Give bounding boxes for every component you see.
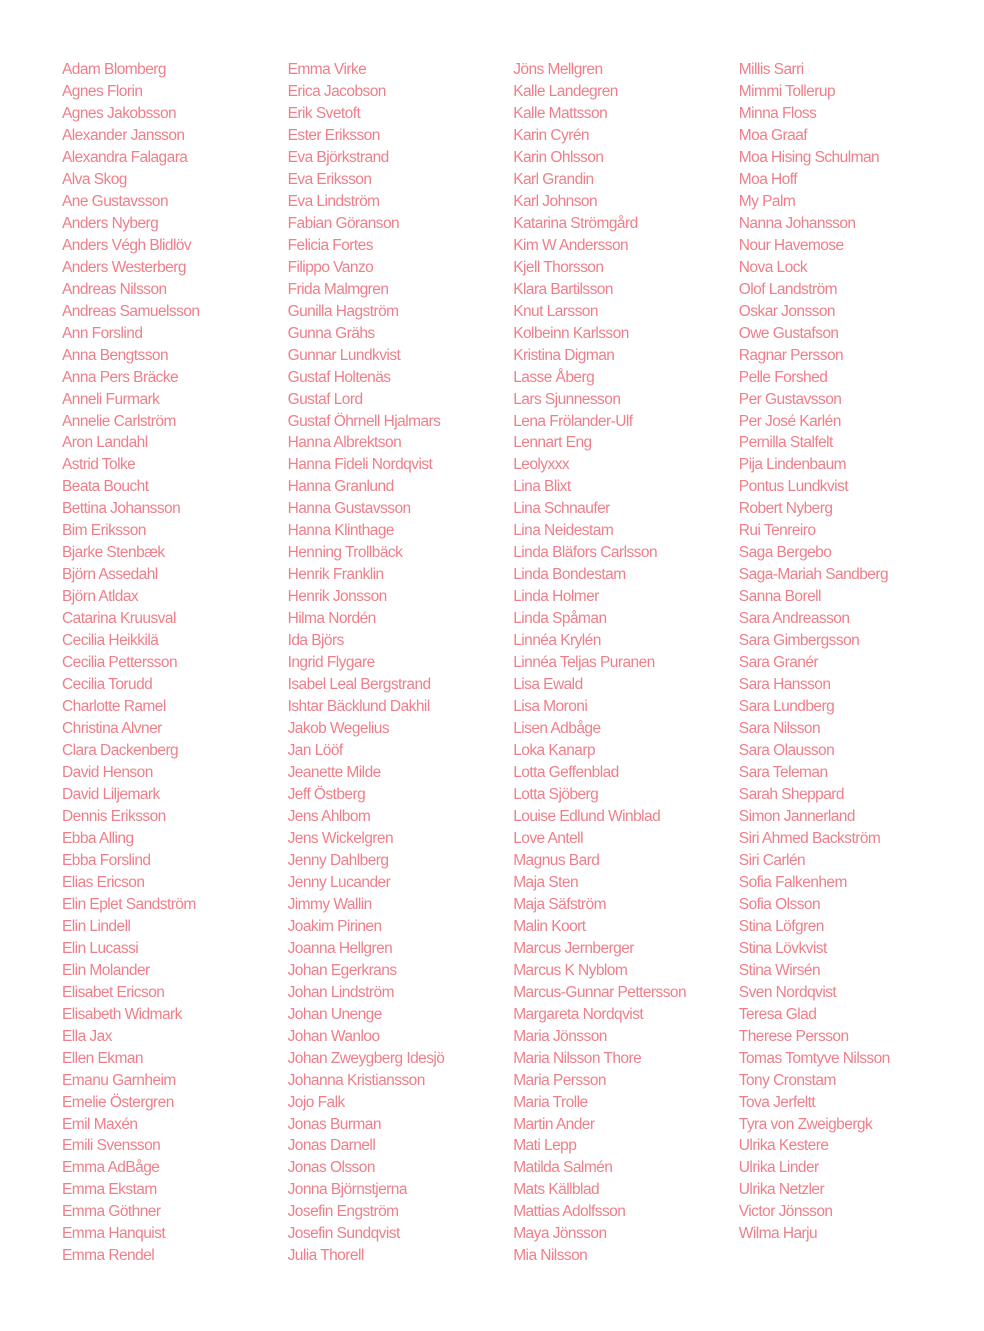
name-item: Klara Bartilsson [513,280,613,298]
name-item: Charlotte Ramel [62,698,166,716]
name-item: Lisa Ewald [513,676,583,694]
name-item: Gustaf Holtenäs [287,368,391,386]
name-item: Teresa Glad [738,1005,817,1023]
name-item: Catarina Kruusval [62,610,176,628]
name-item: Sven Nordqvist [738,983,837,1001]
name-item: Love Antell [513,829,583,847]
name-item: Karl Johnson [513,192,598,210]
name-item: Martin Ander [513,1115,595,1133]
name-item: Sara Andreasson [738,610,850,628]
name-item: Leolyxxx [513,456,570,474]
name-item: Pelle Forshed [738,368,828,386]
name-item: Erik Svetoft [287,104,361,122]
name-item: Gunna Grähs [287,324,375,342]
name-item: Emil Maxén [62,1115,138,1133]
name-item: Nour Havemose [738,236,844,254]
name-item: Maria Jönsson [513,1027,607,1045]
name-item: Kolbeinn Karlsson [513,324,629,342]
name-item: Matilda Salmén [513,1159,613,1177]
name-item: Elisabet Ericson [62,983,165,1001]
name-item: Lina Blixt [513,478,571,496]
name-item: Jimmy Wallin [287,895,372,913]
name-item: Astrid Tolke [62,456,136,474]
name-item: Alva Skog [62,170,127,188]
name-item: Ulrika Netzler [738,1181,825,1199]
name-item: Tomas Tomtyve Nilsson [738,1049,890,1067]
name-item: Josefin Engström [287,1203,399,1221]
name-item: Björn Assedahl [62,566,158,584]
name-item: Emanu Garnheim [62,1071,176,1089]
name-item: Maria Persson [513,1071,606,1089]
name-item: Margareta Nordqvist [513,1005,644,1023]
name-item: Ragnar Persson [738,346,844,364]
name-item: Simon Jannerland [738,807,855,825]
name-item: Annelie Carlström [62,412,176,430]
name-item: Karl Grandin [513,170,594,188]
name-item: Per José Karlén [738,412,841,430]
name-item: Linnéa Krylén [513,632,601,650]
name-item: Jens Ahlbom [287,807,371,825]
name-item: Dennis Eriksson [62,807,166,825]
name-item: Henrik Jonsson [287,588,387,606]
name-item: Elias Ericson [62,873,145,891]
name-item: Siri Carlén [738,851,806,869]
name-item: Linda Spåman [513,610,607,628]
name-item: Stina Wirsén [738,961,821,979]
name-item: Maja Säfström [513,895,606,913]
name-item: Joanna Hellgren [287,939,393,957]
name-item: Gustaf Öhrnell Hjalmars [287,412,441,430]
name-item: Moa Hising Schulman [738,148,880,166]
name-item: Agnes Jakobsson [62,104,177,122]
name-item: Magnus Bard [513,851,600,869]
name-item: Ulrika Kestere [738,1137,829,1155]
name-item: Mimmi Tollerup [738,82,836,100]
name-item: Joakim Pirinen [287,917,382,935]
name-item: Rui Tenreiro [738,522,816,540]
name-item: Felicia Fortes [287,236,373,254]
name-item: Jonna Björnstjerna [287,1181,407,1199]
name-item: Emma Virke [287,61,367,78]
name-item: Linnéa Teljas Puranen [513,654,655,672]
name-item: Robert Nyberg [738,500,833,518]
name-item: Ebba Alling [62,829,134,847]
name-item: Anna Bengtsson [62,346,169,364]
name-item: Elin Lindell [62,917,131,935]
name-item: David Henson [62,764,153,781]
name-item: Stina Lövkvist [738,939,827,957]
name-item: Hanna Gustavsson [287,500,411,518]
name-item: Tyra von Zweigbergk [738,1115,873,1133]
name-item: Kim W Andersson [513,236,629,254]
name-item: Mati Lepp [513,1137,577,1155]
name-item: Beata Boucht [62,478,149,496]
name-item: Ester Eriksson [287,126,380,144]
name-item: Millis Sarri [738,61,804,78]
name-item: Elin Eplet Sandström [62,895,196,913]
name-item: Sara Granér [738,654,819,672]
name-item: Hanna Klinthage [287,522,394,540]
name-item: Anneli Furmark [62,390,160,408]
name-item: Sara Gimbergsson [738,632,860,650]
name-item: Elisabeth Widmark [62,1005,182,1023]
name-item: Eva Björkstrand [287,148,389,166]
name-item: David Liljemark [62,785,160,803]
name-item: Saga Bergebo [738,544,832,562]
name-item: Sanna Borell [738,588,821,606]
name-item: Gunilla Hagström [287,302,399,320]
name-item: Jens Wickelgren [287,829,394,847]
name-item: Anders Nyberg [62,214,159,232]
name-item: Stina Löfgren [738,917,824,935]
name-item: Hilma Nordén [287,610,376,628]
name-item: Ulrika Linder [738,1159,819,1177]
name-item: Kristina Digman [513,346,615,364]
name-item: Eva Eriksson [287,170,372,188]
name-item: Bjarke Stenbæk [62,544,165,562]
name-item: Therese Persson [738,1027,849,1045]
name-item: Adam Blomberg [62,61,166,78]
name-item: Fabian Göranson [287,214,400,232]
name-item: Gunnar Lundkvist [287,346,401,364]
name-item: Wilma Harju [738,1225,818,1243]
name-item: Jeanette Milde [287,764,381,781]
name-item: Johan Unenge [287,1005,382,1023]
name-item: Isabel Leal Bergstrand [287,676,431,694]
name-item: Emma Hanquist [62,1225,166,1243]
name-item: Minna Floss [738,104,817,122]
name-item: Knut Larsson [513,302,598,320]
name-column-2 [288,59,514,1267]
name-item: Jonas Darnell [287,1137,376,1155]
name-item: Sara Hansson [738,676,831,694]
name-item: Linda Bläfors Carlsson [513,544,658,562]
name-item: Aron Landahl [62,434,148,452]
name-item: Kjell Thorsson [513,258,604,276]
name-item: Owe Gustafson [738,324,839,342]
name-item: Pernilla Stalfelt [738,434,833,452]
name-item: Josefin Sundqvist [287,1225,400,1243]
name-item: Saga-Mariah Sandberg [738,566,889,584]
name-item: Linda Bondestam [513,566,626,584]
name-item: Marcus Jernberger [513,939,634,957]
name-item: Johanna Kristiansson [287,1071,425,1089]
name-item: Filippo Vanzo [287,258,374,276]
name-item: Lotta Sjöberg [513,785,599,803]
name-item: Lotta Geffenblad [513,764,619,781]
name-item: Clara Dackenberg [62,742,179,760]
name-item: Nanna Johansson [738,214,856,232]
name-item: Jöns Mellgren [513,61,603,78]
name-item: Johan Lindström [287,983,394,1001]
name-item: Bim Eriksson [62,522,146,540]
name-item: Sara Olausson [738,742,835,760]
name-item: Ebba Forslind [62,851,151,869]
name-item: Henning Trollbäck [287,544,403,562]
name-item: Emma Ekstam [62,1181,157,1199]
name-item: Jakob Wegelius [287,720,390,738]
name-item: Emma AdBåge [62,1159,160,1177]
name-item: Victor Jönsson [738,1203,833,1221]
name-item: Cecilia Torudd [62,676,153,694]
name-list [62,59,964,1267]
name-item: Elin Lucassi [62,939,139,957]
name-item: Ann Forslind [62,324,143,342]
name-item: Tova Jerfeltt [738,1093,816,1111]
name-item: Christina Alvner [62,720,162,738]
name-item: Kalle Mattsson [513,104,608,122]
name-item: Andreas Nilsson [62,280,167,298]
name-item: Julia Thorell [287,1247,364,1265]
name-item: Lisa Moroni [513,698,588,716]
name-item: Frida Malmgren [287,280,389,298]
name-item: Loka Kanarp [513,742,596,760]
name-item: Elin Molander [62,961,150,979]
name-item: Henrik Franklin [287,566,384,584]
name-item: Maria Trolle [513,1093,588,1111]
name-item: Hanna Fideli Nordqvist [287,456,433,474]
name-item: Moa Graaf [738,126,808,144]
name-item: Cecilia Heikkilä [62,632,159,650]
name-item: Linda Holmer [513,588,599,606]
name-item: Marcus-Gunnar Pettersson [513,983,687,1001]
name-item: Ella Jax [62,1027,112,1045]
name-item: Lars Sjunnesson [513,390,621,408]
name-item: Emelie Östergren [62,1093,174,1111]
name-item: Jonas Burman [287,1115,381,1133]
name-item: Jeff Östberg [287,785,366,803]
name-item: Maya Jönsson [513,1225,607,1243]
name-item: Tony Cronstam [738,1071,836,1089]
name-item: Alexander Jansson [62,126,185,144]
name-item: Ingrid Flygare [287,654,375,672]
name-item: Sara Teleman [738,764,828,781]
name-item: Andreas Samuelsson [62,302,200,320]
name-item: Cecilia Pettersson [62,654,178,672]
name-item: Per Gustavsson [738,390,842,408]
name-item: Ida Björs [287,632,344,650]
name-item: Siri Ahmed Backström [738,829,881,847]
name-item: Karin Cyrén [513,126,589,144]
name-item: Maria Nilsson Thore [513,1049,642,1067]
name-item: Olof Landström [738,280,838,298]
name-item: Sofia Falkenhem [738,873,847,891]
name-item: Lena Frölander-Ulf [513,412,633,430]
name-item: Lasse Åberg [513,368,595,386]
name-item: Lisen Adbåge [513,720,601,738]
name-item: Johan Zweygberg Idesjö [287,1049,445,1067]
name-item: Agnes Florin [62,82,143,100]
name-item: Sarah Sheppard [738,785,844,803]
name-item: Alexandra Falagara [62,148,188,166]
name-item: Sara Lundberg [738,698,835,716]
name-item: Lina Neidestam [513,522,614,540]
name-item: Mats Källblad [513,1181,600,1199]
name-item: Anders Westerberg [62,258,186,276]
name-item: Marcus K Nyblom [513,961,628,979]
name-item: Jenny Dahlberg [287,851,389,869]
name-item: Karin Ohlsson [513,148,604,166]
name-item: Hanna Granlund [287,478,394,496]
name-item: Oskar Jonsson [738,302,836,320]
name-item: Lina Schnaufer [513,500,610,518]
name-item: Anders Végh Blidlöv [62,236,192,254]
name-item: Bettina Johansson [62,500,181,518]
name-item: Emili Svensson [62,1137,161,1155]
name-item: Jenny Lucander [287,873,391,891]
name-item: Moa Hoff [738,170,797,188]
name-item: Louise Edlund Winblad [513,807,661,825]
name-item: Nova Lock [738,258,808,276]
name-item: Lennart Eng [513,434,592,452]
name-item: Katarina Strömgård [513,214,638,232]
name-item: Kalle Landegren [513,82,618,100]
name-item: Pija Lindenbaum [738,456,847,474]
name-item: Malin Koort [513,917,586,935]
name-item: My Palm [738,192,796,210]
name-item: Pontus Lundkvist [738,478,849,496]
name-item: Emma Göthner [62,1203,161,1221]
name-item: Mattias Adolfsson [513,1203,626,1221]
name-item: Eva Lindström [287,192,380,210]
name-item: Mia Nilsson [513,1247,588,1265]
name-item: Anna Pers Bräcke [62,368,179,386]
name-item: Erica Jacobson [287,82,386,100]
name-item: Björn Atldax [62,588,139,606]
name-item: Sara Nilsson [738,720,821,738]
name-item: Hanna Albrektson [287,434,402,452]
name-column-3 [513,59,739,1267]
name-item: Ellen Ekman [62,1049,143,1067]
name-item: Gustaf Lord [287,390,363,408]
name-item: Jojo Falk [287,1093,345,1111]
name-column-4 [739,59,965,1267]
name-item: Maja Sten [513,873,579,891]
name-item: Emma Rendel [62,1247,155,1265]
name-item: Johan Wanloo [287,1027,380,1045]
name-column-1 [62,59,288,1267]
name-item: Jonas Olsson [287,1159,375,1177]
name-item: Johan Egerkrans [287,961,397,979]
name-item: Jan Lööf [287,742,343,760]
name-item: Sofia Olsson [738,895,821,913]
name-item: Ane Gustavsson [62,192,169,210]
name-item: Ishtar Bäcklund Dakhil [287,698,430,716]
